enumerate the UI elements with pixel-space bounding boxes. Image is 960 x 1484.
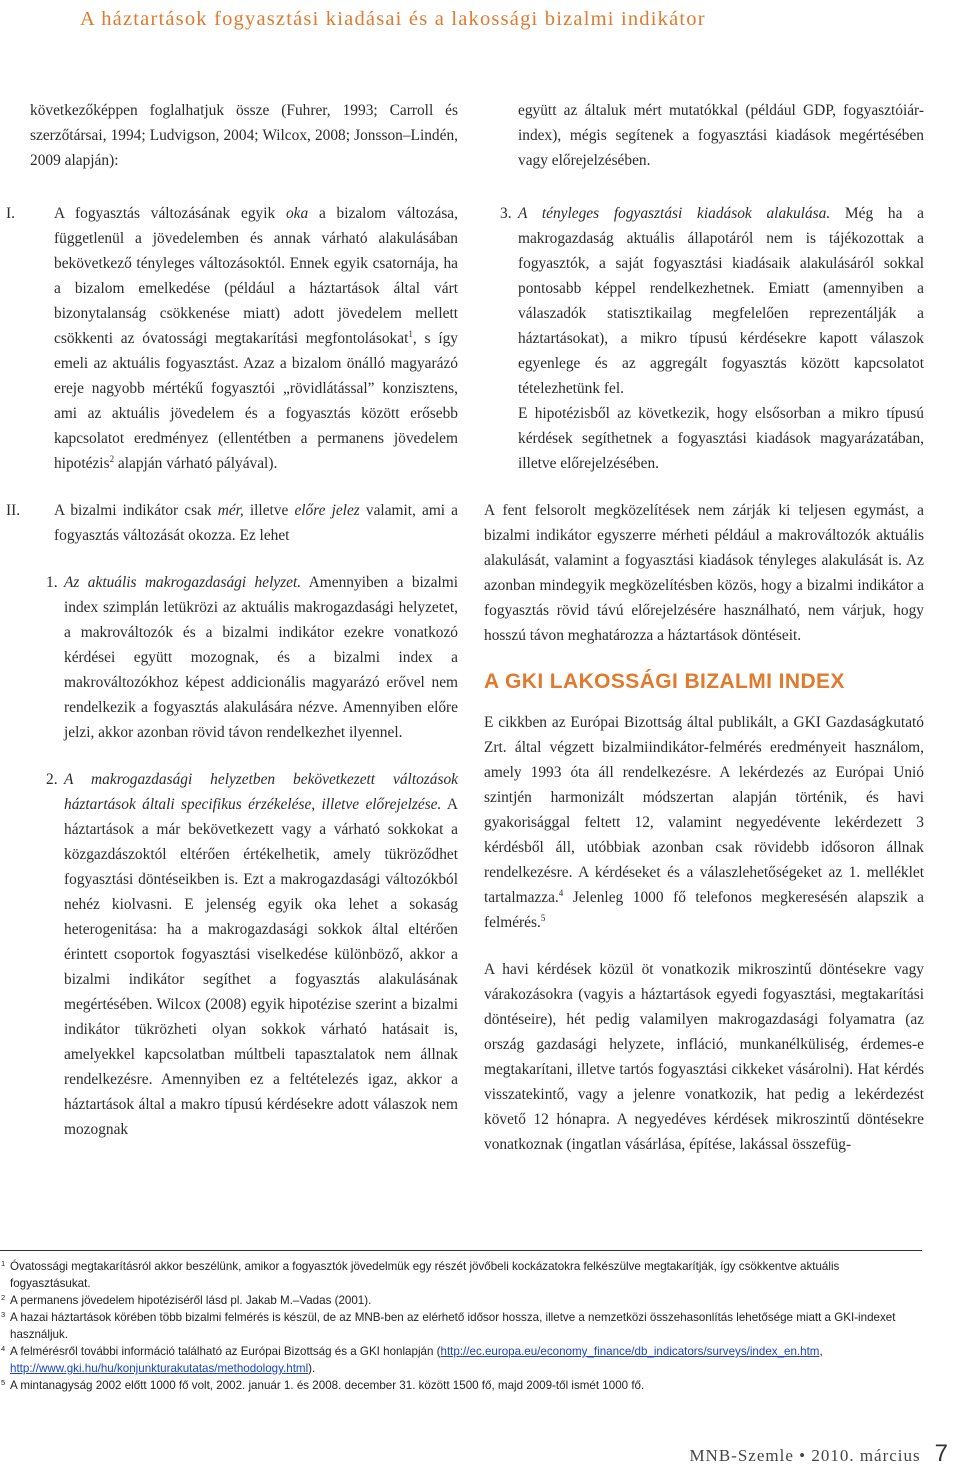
footnote-4: 4 A felmérésről további információ található az Európai Bizottság és a GKI honlapján (http://ec.europa.eu/economy_finance/db_indicators/surveys/index_en.htm, http://www.gki.hu/hu/konjunkturakutatas/methodology.html). — [1, 1344, 823, 1375]
sub-item-title: A tényleges fogyasztási kiadások alakulása. — [518, 205, 831, 222]
list-item-II: II. A bizalmi indikátor csak mér, illetve előre jelez valamit, ami a fogyasztás változását okozza. Ez lehet — [30, 498, 458, 548]
footnote-ref: 5 — [540, 912, 546, 923]
running-header: A háztartások fogyasztási kiadásai és a lakossági bizalmi indikátor — [80, 8, 706, 30]
footnote-1: 1 Óvatossági megtakarításról akkor beszélünk, amikor a fogyasztók jövedelmük egy részét jövőbeli kockázatokra felkészülve megtakarítják, így csökkentve aktuális fogyasztásukat. — [1, 1259, 840, 1290]
footnote-3: 3 A hazai háztartások körében több bizalmi felmérés is készül, de az MNB-ben az elérhető idősor hossza, illetve a nemzetközi összehasonlítás lehetősége miatt a GKI-indexet használjuk. — [1, 1310, 896, 1341]
footnote-ref: 1 — [408, 328, 413, 339]
footnote-2: 2 A permanens jövedelem hipotéziséről lásd pl. Jakab M.–Vadas (2001). — [1, 1293, 372, 1307]
item-number: 2. — [46, 771, 58, 788]
footnote-5: 5 A mintanagyság 2002 előtt 1000 fő volt, 2002. január 1. és 2008. december 31. között 1500 fő, majd 2009-től ismét 1000 fő. — [1, 1378, 645, 1392]
sub-item-3: 3. A tényleges fogyasztási kiadások alakulása. Még ha a makrogazdaság aktuális állapotáról nem is tájékozottak a fogyasztók, a saját fogyasztási kiadásaik alakulásáról sokkal pontosabb képpel rendelkezhetnek. Emiatt (amennyiben a válaszadók statisztikailag megfelelően reprezentálják a háztartásokat), a mikro típusú kérdésekre kapott válaszok egyenlege és az aggregált fogyasztás között kapcsolatot tételezhetünk fel. — [484, 201, 924, 401]
list-item-I: I. A fogyasztás változásának egyik oka a bizalom változása, függetlenül a jövedelemben és annak várható alakulásában bekövetkező tényleges változásoktól. Ennek egyik csatornája, ha a bizalom emelkedése (például a háztartások által várt bizonytalanság csökkenése miatt) adott jövedelem mellett csökkenti az óvatossági megtakarítási megfontolásokat$^1$, s így emeli az aktuális fogyasztást. Azaz a bizalom önálló magyarázó ereje nagyobb mértékű fogyasztói „rövidlátással” konzisztens, ami az aktuális jövedelem és a fogyasztás között erősebb kapcsolatot eredményez (ellentétben a permanens jövedelem hipotézis$^2$ alapján várható pályával). — [30, 201, 458, 476]
body-paragraph: A havi kérdések közül öt vonatkozik mikroszintű döntésekre vagy várakozásokra (vagyis a háztartások egyedi fogyasztási, megtakarítási döntéseire), hét pedig valamilyen makrogazdasági folyamatra (az ország gazdasági helyzete, infláció, munkanélküliség, érdemes-e megtakarítani, illetve tartós fogyasztási cikkeket vásárolni). Hat kérdés visszatekintő, vagy a jelenre vonatkozik, hat pedig a lekérdezést követő 12 hónapra. A negyedéves kérdések mikroszintű döntésekre vonatkoznak (ingatlan vásárlása, építése, lakással összefüg- — [484, 961, 924, 1153]
body-paragraph: E cikkben az Európai Bizottság által publikált, a GKI Gazdaságkutató Zrt. által végzett bizalmiindikátor-felmérés eredményeit használom, amely 1993 óta áll rendelkezésre. A lekérdezés az Európai Unió szintjén harmonizált módszertan alapján történik, és havi gyakorisággal feltett 12, valamint negyedévente lekérdezett 3 kérdésből áll, utóbbiak azonban csak rövidebb idősoron állnak rendelkezésre. A kérdéseket és a válaszlehetőségeket az 1. melléklet tartalmazza.$^4$ Jelenleg 1000 fő telefonos megkeresésén alapszik a felmérés.$^5$ — [484, 714, 924, 931]
item-number: 1. — [46, 574, 58, 591]
right-column — [484, 98, 924, 1157]
item-number: 3. — [500, 205, 512, 222]
sub-item-title: A makrogazdasági helyzetben bekövetkezett változások háztartások általi specifikus érzékelése, illetve előrejelzése. — [64, 771, 458, 813]
body-paragraph: A fent felsorolt megközelítések nem zárják ki teljesen egymást, a bizalmi indikátor egyszerre mérheti például a makrováltozók aktuális alakulását, valamint a fogyasztási kiadások tényleges alakulását is. Az azonban mindegyik megközelítésben közös, hogy a bizalmi indikátor a fogyasztás rövid távú előrejelzésére használható, nem várjuk, hogy hosszú távon meghatározza a háztartások döntéseit. — [484, 502, 924, 644]
item-number: I. — [6, 205, 15, 222]
footnote-ref: 2 — [109, 453, 115, 464]
footnote-divider — [0, 1250, 922, 1251]
page-number: 7 — [934, 1440, 948, 1467]
continuation-paragraph: együtt az általuk mért mutatókkal (például GDP, fogyasztóiár-index), mégis segítenek a fogyasztási kiadások megértésében vagy előrejelzésében. — [518, 102, 924, 169]
sub-item-title: Az aktuális makrogazdasági helyzet. — [64, 574, 302, 591]
sub-item-2: 2. A makrogazdasági helyzetben bekövetkezett változások háztartások általi specifikus érzékelése, illetve előrejelzése. A háztartások a már bekövetkezett vagy a várható sokkokat a közgazdászoktól eltérően értékelhetik, amely tükröződhet fogyasztási döntéseikben is. Ezt a makrogazdasági változókból nehéz kiolvasni. E jelenség egyik oka lehet a sokaság heterogenitása: ha a makrogazdasági sokkok által eltérően érintett csoportok fogyasztási viselkedése különböző, akkor a bizalmi indikátor segíthet a fogyasztás alakulásának megértésében. Wilcox (2008) egyik hipotézise szerint a bizalmi indikátor tükrözheti olyan sokkok várható hatásait is, amelyekkel kapcsolatban múltbeli tapasztalatok nem állnak rendelkezésre. Amennyiben ez a feltételezés igaz, akkor a háztartások által a makro típusú kérdésekre adott válaszok nem mozognak — [30, 767, 458, 1142]
item-number: II. — [6, 502, 21, 519]
sub-item-1: 1. Az aktuális makrogazdasági helyzet. Amennyiben a bizalmi index szimplán letükrözi az aktuális makrogazdasági helyzetet, a makrováltozók és a bizalmi indikátor ezekre vonatkozó kérdései együtt mozognak, és a bizalmi index a makrováltozókhoz képest addicionális magyarázó erővel nem rendelkezik a fogyasztás alakulására nézve. Amennyiben előre jelzi, akkor azonban rövid távon rendelkezhet ilyennel. — [30, 570, 458, 745]
journal-name: MNB-Szemle • 2010. március — [689, 1446, 921, 1465]
left-column — [6, 98, 459, 1142]
section-title: A GKI LAKOSSÁGI BIZALMI INDEX — [484, 670, 845, 693]
footnote-ref: 4 — [558, 887, 564, 898]
footnotes — [0, 1258, 922, 1394]
page-footer — [689, 1440, 948, 1468]
gki-link[interactable]: http://www.gki.hu/hu/konjunkturakutatas/methodology.html — [10, 1362, 309, 1375]
ec-europa-link[interactable]: http://ec.europa.eu/economy_finance/db_indicators/surveys/index_en.htm — [440, 1345, 820, 1358]
intro-paragraph: következőképpen foglalhatjuk össze (Fuhrer, 1993; Carroll és szerzőtársai, 1994; Ludvigson, 2004; Wilcox, 2008; Jonsson–Lindén, 2009 alapján): — [30, 102, 458, 169]
sub-item-3-continuation: E hipotézisből az következik, hogy elsősorban a mikro típusú kérdések segíthetnek a fogyasztási kiadások magyarázatában, illetve előrejelzésében. — [518, 405, 924, 472]
